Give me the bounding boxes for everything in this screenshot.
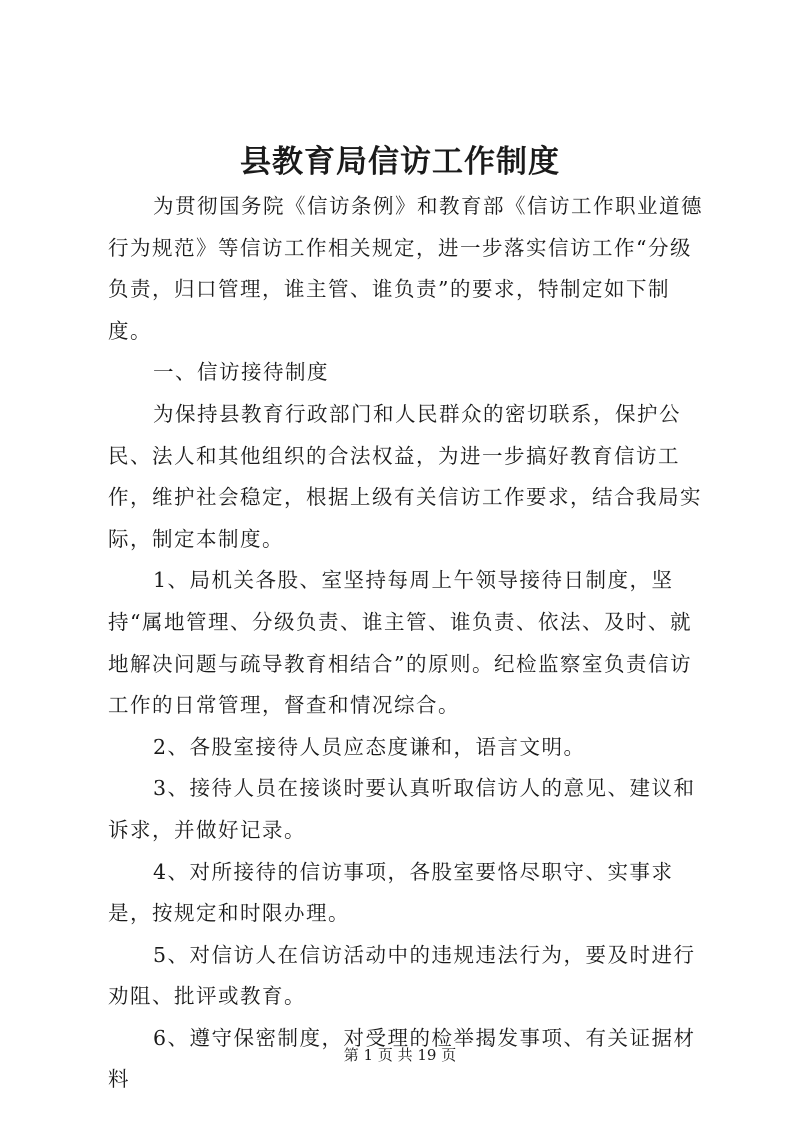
paragraph-item-6: 6、遵守保密制度，对受理的检举揭发事项、有关证据材料 — [108, 1025, 696, 1092]
paragraph-intro: 为贯彻国务院《信访条例》和教育部《信访工作职业道德行为规范》等信访工作相关规定，进一步落实信访工作“分级负责，归口管理，谁主管、谁负责”的要求，特制定如下制度。 — [108, 194, 703, 343]
paragraph-item-5: 5、对信访人在信访活动中的违规违法行为，要及时进行劝阻、批评或教育。 — [108, 942, 696, 1009]
document-title: 县教育局信访工作制度 — [240, 144, 560, 180]
paragraph-item-1: 1、局机关各股、室坚持每周上午领导接待日制度，坚持“属地管理、分级负责、谁主管、谁负责、依法、及时、就地解决问题与疏导教育相结合”的原则。纪检监察室负责信访工作的日常管理，督查和情况综合。 — [108, 568, 692, 718]
paragraph-item-3: 3、接待人员在接谈时要认真听取信访人的意见、建议和诉求，并做好记录。 — [108, 776, 696, 842]
paragraph-item-2: 2、各股室接待人员应态度谦和，语言文明。 — [153, 734, 586, 759]
paragraph-item-4: 4、对所接待的信访事项，各股室要恪尽职守、实事求是，按规定和时限办理。 — [108, 859, 674, 926]
page-footer: 第 1 页 共 19 页 — [343, 1046, 457, 1064]
document-body — [108, 186, 708, 1101]
paragraph-purpose: 为保持县教育行政部门和人民群众的密切联系，保护公民、法人和其他组织的合法权益，为进一步搞好教育信访工作，维护社会稳定，根据上级有关信访工作要求，结合我局实际，制定本制度。 — [108, 401, 702, 551]
section-heading-reception: 一、信访接待制度 — [153, 360, 329, 385]
